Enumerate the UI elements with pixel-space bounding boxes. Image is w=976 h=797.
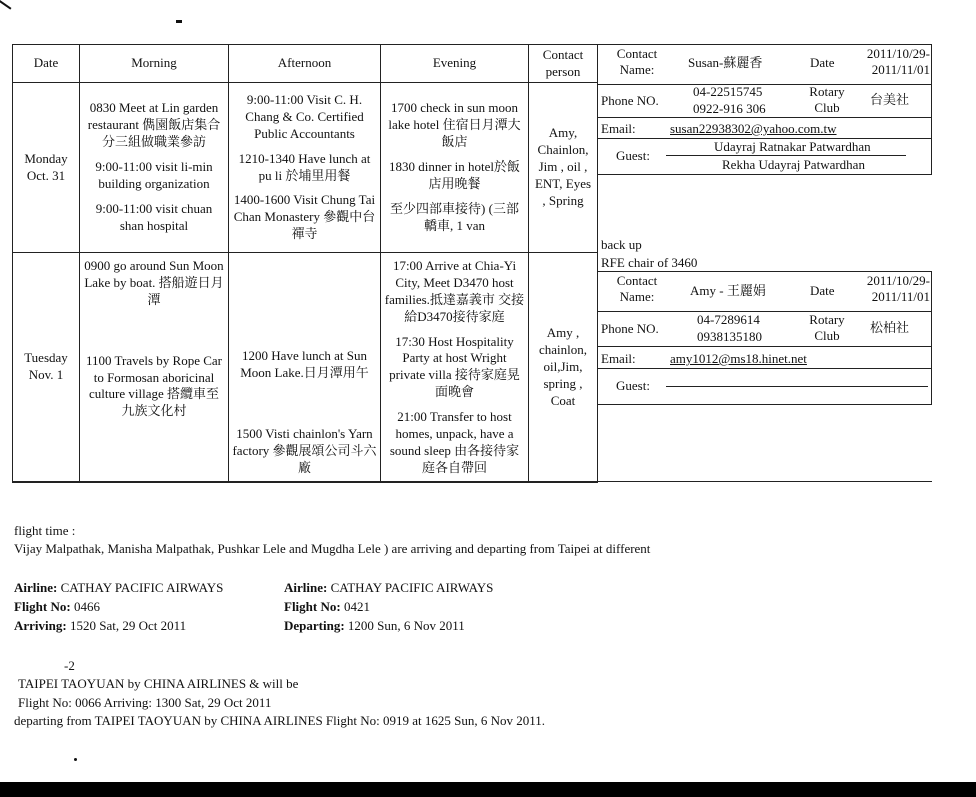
row-date: Tuesday Nov. 1 (13, 253, 80, 483)
scan-dot (176, 20, 182, 23)
club-label: Rotary Club (809, 84, 845, 116)
flight-line-1: TAIPEI TAOYUAN by CHINA AIRLINES & will be (18, 676, 299, 691)
left-airline (14, 580, 223, 596)
evening-item: 21:00 Transfer to host homes, unpack, have a sound sleep 由各接待家庭各自帶回 (389, 409, 520, 475)
itinerary-table (12, 44, 598, 483)
flight-time-label: flight time : (14, 523, 76, 538)
header-contact: Contact person (529, 45, 598, 83)
flight-no-label: Flight No: (14, 599, 71, 614)
passengers-line: Vijay Malpathak, Manisha Malpathak, Pushkar Lele and Mugdha Lele ) are arriving and departing from Taipei at different (14, 541, 651, 556)
email-value: amy1012@ms18.hinet.net (670, 351, 807, 366)
date-value: 2011/10/29-2011/11/01 (866, 273, 930, 305)
airline-label: Airline: (14, 580, 58, 595)
phone-value-1: 04-22515745 (693, 84, 763, 99)
guest-label: Guest: (616, 378, 650, 393)
evening-item: 1830 dinner in hotel於飯店用晚餐 (388, 159, 521, 191)
evening-item: 17:30 Host Hospitality Party at host Wright private villa 接待家庭晃面晚會 (389, 333, 520, 400)
afternoon-item: 1500 Visti chainlon's Yarn factory 參觀展頌公司斗六廠 (232, 426, 377, 475)
header-morning: Morning (80, 45, 229, 83)
phone-value-1: 04-7289614 (697, 312, 760, 327)
airline-label: Airline: (284, 580, 328, 595)
table-row (13, 253, 598, 483)
club-name: 台美社 (870, 92, 910, 107)
phone-value-2: 0938135180 (697, 329, 762, 344)
header-evening: Evening (381, 45, 529, 83)
table-header-row (13, 45, 598, 83)
email-value: susan22938302@yahoo.com.tw (670, 121, 837, 136)
row-afternoon (229, 83, 381, 253)
guest-2: Rekha Udayraj Patwardhan (722, 157, 865, 172)
contact-name-label: Contact Name: (616, 46, 658, 78)
evening-item: 至少四部車接待) (三部轎車, 1 van (390, 200, 519, 233)
flight-no-label: Flight No: (284, 599, 341, 614)
departing-value: 1200 Sun, 6 Nov 2011 (347, 618, 465, 633)
evening-item: 1700 check in sun moon lake hotel 住宿日月潭大飯店 (388, 100, 521, 150)
afternoon-item: 1400-1600 Visit Chung Tai Chan Monastery 參觀中台禪寺 (233, 192, 376, 242)
flight-line-2: Flight No: 0066 Arriving: 1300 Sat, 29 Oct 2011 (18, 695, 272, 710)
arriving-label: Arriving: (14, 618, 67, 633)
airline-value: CATHAY PACIFIC AIRWAYS (330, 580, 494, 595)
row-morning (80, 83, 229, 253)
flight-no-value: 0466 (73, 599, 100, 614)
afternoon-item: 1210-1340 Have lunch at pu li 於埔里用餐 (238, 150, 371, 183)
morning-item: 1100 Travels by Rope Car to Formosan aboricinal culture village 搭纜車至九族文化村 (85, 352, 223, 419)
backup-line-1: back up (601, 237, 642, 252)
morning-item: 9:00-11:00 visit chuan shan hospital (95, 200, 213, 233)
backup-line-2: RFE chair of 3460 (601, 255, 698, 270)
row-contact: Amy, Chainlon, Jim , oil , ENT, Eyes , Spring (529, 83, 598, 253)
flight-line-3: departing from TAIPEI TAOYUAN by CHINA AIRLINES Flight No: 0919 at 1625 Sun, 6 Nov 2011. (14, 713, 546, 728)
row-contact: Amy , chainlon, oil,Jim, spring , Coat (529, 253, 598, 483)
club-label: Rotary Club (809, 312, 845, 344)
date-label: Date (810, 55, 835, 70)
date-label: Date (810, 283, 835, 298)
departing-label: Departing: (284, 618, 345, 633)
header-afternoon: Afternoon (229, 45, 381, 83)
page-number: -2 (64, 658, 75, 673)
row-evening (381, 253, 529, 483)
arriving-value: 1520 Sat, 29 Oct 2011 (69, 618, 187, 633)
left-arriving (14, 618, 186, 634)
flight-no-value: 0421 (343, 599, 370, 614)
table-row (13, 83, 598, 253)
evening-item: 17:00 Arrive at Chia-Yi City, Meet D3470 host families.抵達嘉義市 交接給D3470接待家庭 (384, 258, 525, 324)
email-label: Email: (601, 121, 636, 136)
morning-item: 9:00-11:00 visit li-min building organization (95, 159, 213, 191)
airline-value: CATHAY PACIFIC AIRWAYS (60, 580, 224, 595)
left-flight (14, 599, 100, 615)
phone-label: Phone NO. (601, 321, 659, 336)
phone-label: Phone NO. (601, 93, 659, 108)
row-afternoon (229, 253, 381, 483)
club-name: 松柏社 (870, 320, 910, 335)
date-value: 2011/10/29-2011/11/01 (866, 46, 930, 78)
contact-name-label: Contact Name: (616, 273, 658, 305)
header-date: Date (13, 45, 80, 83)
right-airline (284, 580, 493, 596)
scan-bottom-border (0, 782, 976, 797)
guest-1: Udayraj Ratnakar Patwardhan (714, 139, 871, 154)
right-departing (284, 618, 465, 634)
phone-value-2: 0922-916 306 (693, 101, 766, 116)
contact-name-value: Susan-蘇麗香 (688, 55, 763, 70)
scan-dot (74, 758, 77, 761)
guest-label: Guest: (616, 148, 650, 163)
table-bottom-rule (12, 481, 932, 482)
afternoon-item: 9:00-11:00 Visit C. H. Chang & Co. Certified Public Accountants (245, 91, 364, 141)
corner-mark (0, 0, 11, 10)
contact-name-value: Amy - 王麗娟 (690, 283, 766, 298)
row-date: Monday Oct. 31 (13, 83, 80, 253)
morning-item: 0830 Meet at Lin garden restaurant 儁園飯店集合分三組做職業參訪 (87, 100, 221, 150)
row-morning (80, 253, 229, 483)
morning-item: 0900 go around Sun Moon Lake by boat. 搭船遊日月潭 (84, 258, 224, 307)
row-evening (381, 83, 529, 253)
email-label: Email: (601, 351, 636, 366)
afternoon-item: 1200 Have lunch at Sun Moon Lake.日月潭用午 (240, 348, 369, 381)
right-flight (284, 599, 370, 615)
